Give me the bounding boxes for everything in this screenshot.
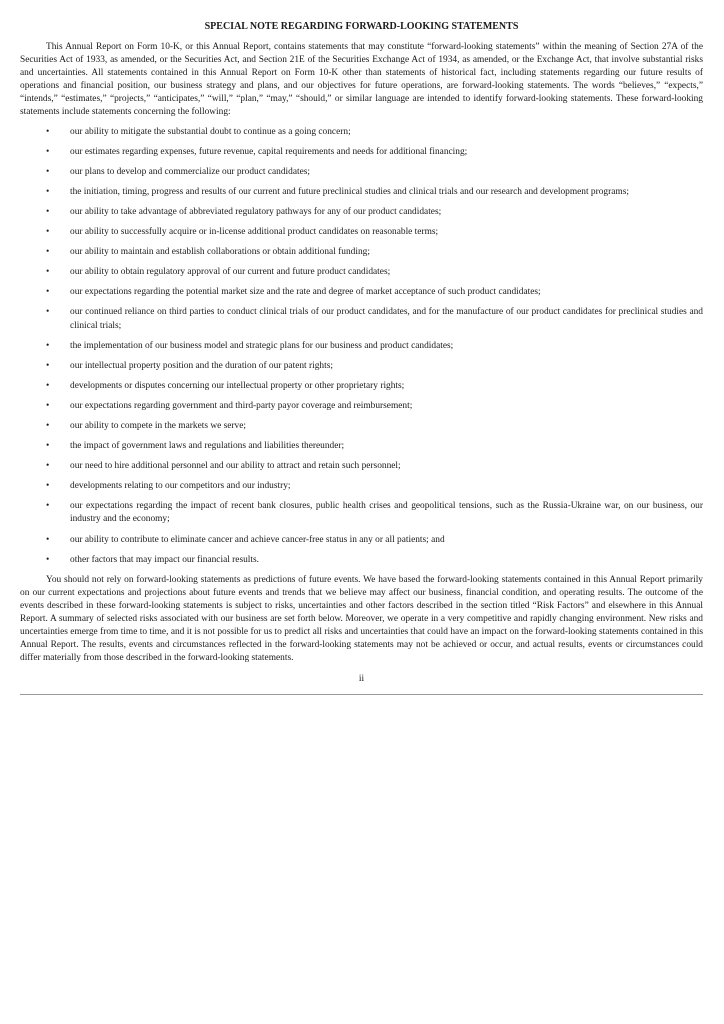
list-item-text: our expectations regarding the impact of recent bank closures, public health crises and geopolitical tensions, such as the Russia-Ukraine war, on our business, our industry and the economy; [70, 501, 703, 525]
list-item-text: developments relating to our competitors and our industry; [70, 481, 291, 492]
forward-looking-list [20, 126, 703, 567]
list-item-text: our ability to obtain regulatory approval of our current and future product candidates; [70, 267, 391, 278]
list-item-text: our ability to take advantage of abbreviated regulatory pathways for any of our product candidates; [70, 206, 442, 217]
list-item [20, 380, 703, 393]
page-number: ii [358, 674, 365, 685]
list-item [20, 420, 703, 433]
list-item [20, 340, 703, 353]
list-item-text: developments or disputes concerning our intellectual property or other proprietary rights; [70, 380, 405, 391]
bullet-icon: • [46, 126, 50, 137]
closing-paragraph: You should not rely on forward-looking statements as predictions of future events. We have based the forward-looking statements contained in this Annual Report primarily on our current expectations and projections about future events and trends that we believe may affect our business, financial condition, and operating results. The outcome of the events described in these forward-looking statements is subject to risks, uncertainties and other factors described in the section titled “Risk Factors” and elsewhere in this Annual Report. A summary of selected risks associated with our business are set forth below. Moreover, we operate in a very competitive and rapidly changing environment. New risks and uncertainties emerge from time to time, and it is not possible for us to predict all risks and uncertainties that could have an impact on the forward-looking statements contained in this Annual Report. The results, events and circumstances reflected in the forward-looking statements may not be achieved or occur, and actual results, events or circumstances could differ materially from those described in the forward-looking statements. [20, 574, 703, 664]
bullet-icon: • [46, 206, 50, 217]
bullet-icon: • [46, 400, 50, 411]
list-item-text: the implementation of our business model and strategic plans for our business and product candidates; [70, 340, 454, 351]
list-item [20, 360, 703, 373]
list-item [20, 226, 703, 239]
list-item [20, 126, 703, 139]
list-item-text: our continued reliance on third parties to conduct clinical trials of our product candidates, and for the manufacture of our product candidates for preclinical studies and clinical trials; [70, 307, 703, 331]
list-item-text: the impact of government laws and regulations and liabilities thereunder; [70, 441, 345, 452]
bullet-icon: • [46, 481, 50, 492]
list-item-text: our need to hire additional personnel and our ability to attract and retain such personnel; [70, 461, 401, 472]
bullet-icon: • [46, 380, 50, 391]
list-item [20, 306, 703, 332]
page-divider [20, 694, 703, 695]
list-item-text: our estimates regarding expenses, future revenue, capital requirements and needs for additional financing; [70, 146, 468, 157]
list-item-text: our expectations regarding the potential market size and the rate and degree of market acceptance of such product candidates; [70, 287, 541, 298]
bullet-icon: • [46, 340, 50, 351]
list-item-text: the initiation, timing, progress and results of our current and future preclinical studies and clinical trials and our research and development programs; [70, 186, 629, 197]
bullet-icon: • [46, 247, 50, 258]
list-item [20, 286, 703, 299]
list-item [20, 500, 703, 526]
intro-paragraph: This Annual Report on Form 10-K, or this Annual Report, contains statements that may constitute “forward-looking statements” within the meaning of Section 27A of the Securities Act of 1933, as amended, or the Securities Act, and Section 21E of the Securities Exchange Act of 1934, as amended, or the Exchange Act, that involve substantial risks and uncertainties. All statements contained in this Annual Report on Form 10-K other than statements of historical fact, including statements regarding our future results of operations and financial position, our business strategy and plans, and our objectives for future operations, are forward-looking statements. The words “believes,” “expects,” “intends,” “estimates,” “projects,” “anticipates,” “will,” “plan,” “may,” “should,” or similar language are intended to identify forward-looking statements. These forward-looking statements include statements concerning the following: [20, 42, 703, 118]
list-item [20, 554, 703, 567]
bullet-icon: • [46, 186, 50, 197]
bullet-icon: • [46, 227, 50, 238]
list-item [20, 186, 703, 199]
bullet-icon: • [46, 287, 50, 298]
bullet-icon: • [46, 461, 50, 472]
list-item-text: our ability to maintain and establish collaborations or obtain additional funding; [70, 247, 370, 258]
bullet-icon: • [46, 146, 50, 157]
bullet-icon: • [46, 420, 50, 431]
list-item [20, 166, 703, 179]
document-page [20, 20, 703, 695]
list-item [20, 400, 703, 413]
list-item-text: our plans to develop and commercialize our product candidates; [70, 166, 311, 177]
bullet-icon: • [46, 307, 50, 318]
list-item-text: our ability to successfully acquire or in-license additional product candidates on reasonable terms; [70, 227, 439, 238]
list-item [20, 534, 703, 547]
bullet-icon: • [46, 534, 50, 545]
list-item-text: other factors that may impact our financial results. [70, 554, 259, 565]
bullet-icon: • [46, 501, 50, 512]
bullet-icon: • [46, 554, 50, 565]
section-title: SPECIAL NOTE REGARDING FORWARD-LOOKING STATEMENTS [204, 21, 519, 32]
bullet-icon: • [46, 360, 50, 371]
list-item-text: our ability to contribute to eliminate cancer and achieve cancer-free status in any or all patients; and [70, 534, 445, 545]
list-item-text: our ability to compete in the markets we serve; [70, 420, 246, 431]
list-item [20, 480, 703, 493]
list-item [20, 266, 703, 279]
bullet-icon: • [46, 166, 50, 177]
list-item-text: our intellectual property position and the duration of our patent rights; [70, 360, 333, 371]
list-item [20, 440, 703, 453]
list-item-text: our expectations regarding government and third-party payor coverage and reimbursement; [70, 400, 413, 411]
bullet-icon: • [46, 267, 50, 278]
bullet-icon: • [46, 441, 50, 452]
list-item [20, 460, 703, 473]
list-item [20, 146, 703, 159]
list-item-text: our ability to mitigate the substantial doubt to continue as a going concern; [70, 126, 351, 137]
list-item [20, 206, 703, 219]
list-item [20, 246, 703, 259]
